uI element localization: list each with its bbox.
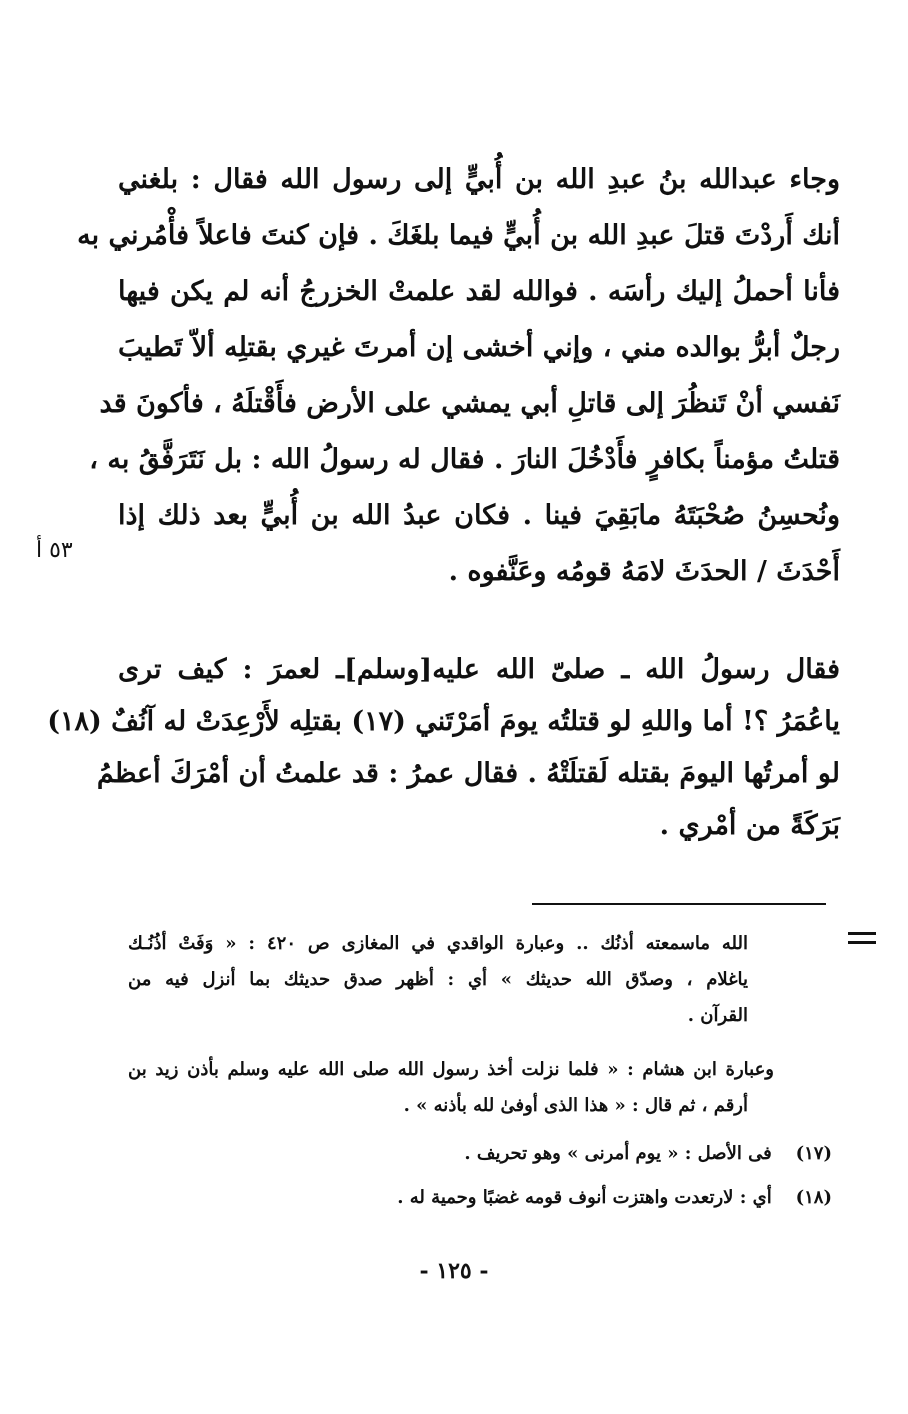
footnote-line: وعبارة ابن هشام : « فلما نزلت أخذ رسول الله صلى الله عليه وسلم بأذن زيد بن xyxy=(128,1059,774,1080)
footnote-line: أرقم ، ثم قال : « هذا الذى أوفىٰ لله بأذنه » . xyxy=(403,1095,748,1116)
footnote-ibn-hisham xyxy=(128,1052,774,1124)
footnote-continued xyxy=(128,926,748,1034)
main-paragraph-1 xyxy=(77,152,840,600)
text-line: وجاء عبدالله بنُ عبدِ الله بن أُبيٍّ إلى رسول الله فقال : بلغني xyxy=(118,164,840,195)
footnote-text: أي : لارتعدت واهتزت أنوف قومه غضبًا وحمية له . xyxy=(397,1187,772,1208)
footnote-divider xyxy=(532,903,826,905)
text-line: بَرَكَةً من أمْري . xyxy=(659,810,840,841)
text-line: نَفسي أنْ تَنظُرَ إلى قاتلِ أبي يمشي على الأرض فأَقْتلَهُ ، فأكونَ قد xyxy=(99,388,840,419)
footnote-number: (١٨) xyxy=(795,1187,832,1208)
text-line: أنك أَردْتَ قتلَ عبدِ الله بن أُبيٍّ فيما بلغَكَ . فإن كنتَ فاعلاً فأْمُرني به xyxy=(77,220,840,251)
footnote-line: الله ماسمعته أذنُك .. وعبارة الواقدي في المغازى ص ٤٢٠ : « وَفَتْ أذُنُـك xyxy=(128,933,748,954)
text-line: رجلٌ أبرُّ بوالده مني ، وإني أخشى إن أمرتَ غيري بقتلِه ألاّ تَطيبَ xyxy=(118,332,840,363)
text-line: أَحْدَثَ / الحدَثَ لامَهُ قومُه وعَنَّفوه . xyxy=(448,556,840,587)
text-line: فأنا أحملُ إليك رأسَه . فوالله لقد علمتْ الخزرجُ أنه لم يكن فيها xyxy=(118,276,840,307)
text-line: لو أمرتُها اليومَ بقتله لَقتلَتْهُ . فقال عمرُ : قد علمتُ أن أمْرَكَ أعظمُ xyxy=(96,758,840,789)
footnote-18 xyxy=(397,1180,832,1216)
main-paragraph-2 xyxy=(47,644,840,852)
footnote-number: (١٧) xyxy=(795,1143,832,1164)
margin-folio-note: ٥٣ أ xyxy=(36,538,73,563)
text-line: قتلتُ مؤمناً بكافرٍ فأَدْخُلَ النارَ . فقال له رسولُ الله : بل نَتَرَفَّقُ به ، xyxy=(89,444,840,475)
text-line: ياعُمَرُ ؟! أما واللهِ لو قتلتُه يومَ أمَرْتَني (١٧) بقتلِه لأَرْعِدَتْ له آنُفٌ (١٨) xyxy=(47,706,840,737)
footnote-17 xyxy=(464,1136,832,1172)
footnote-line: القرآن . xyxy=(687,1005,748,1026)
footnote-continuation-mark xyxy=(848,932,876,944)
text-line: ونُحسِنُ صُحْبَتَهُ مابَقِيَ فينا . فكان عبدُ الله بن أُبيٍّ بعد ذلك إذا xyxy=(118,500,840,531)
text-line: فقال رسولُ الله ـ صلىّ الله عليه[وسلم]ـ لعمرَ : كيف ترى xyxy=(118,654,840,685)
footnote-line: ياغلام ، وصدّق الله حديثك » أي : أظهر صدق حديثك بما أنزل فيه من xyxy=(128,969,748,990)
footnote-text: فى الأصل : « يوم أمرنى » وهو تحريف . xyxy=(464,1143,772,1164)
page-number: - ١٢٥ - xyxy=(419,1258,489,1284)
